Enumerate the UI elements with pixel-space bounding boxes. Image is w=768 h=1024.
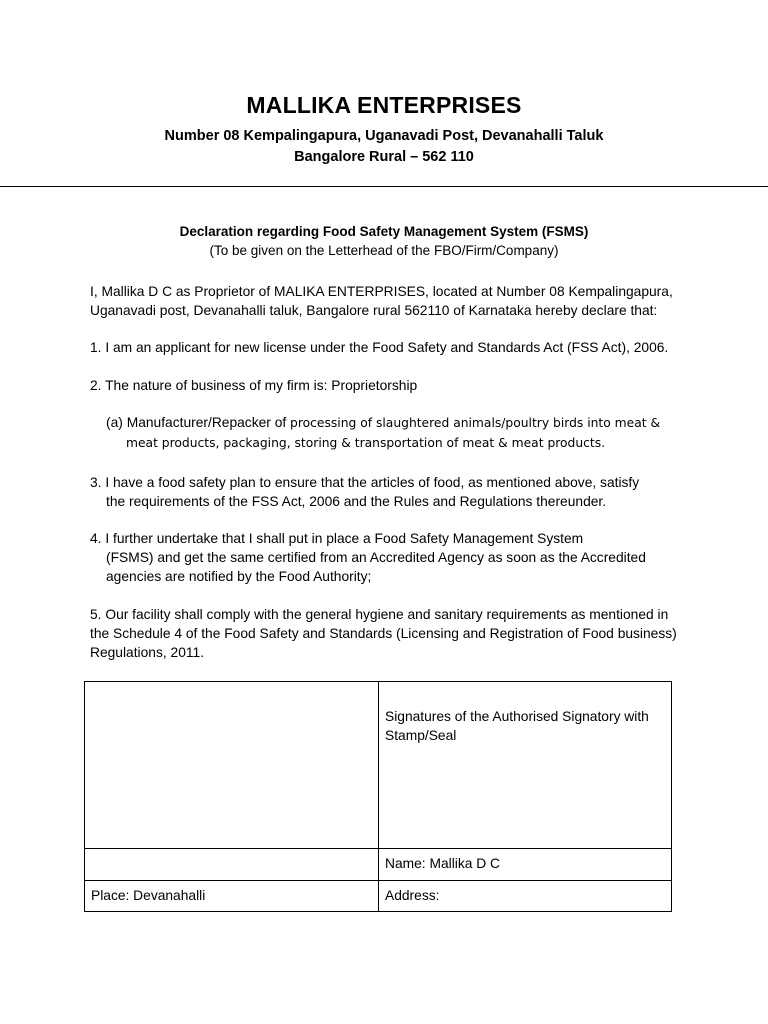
point-1: 1. I am an applicant for new license under the Food Safety and Standards Act (FSS Act), 2006. — [90, 340, 669, 355]
table-row-divider-1 — [85, 848, 671, 849]
table-row-divider-2 — [85, 880, 671, 881]
declaration-subtitle: (To be given on the Letterhead of the FBO/Firm/Company) — [209, 243, 559, 258]
table-column-divider — [378, 682, 379, 911]
signatory-caption-line-1 — [385, 707, 667, 726]
company-address-line-1: Number 08 Kempalingapura, Uganavadi Post, Devanahalli Taluk — [164, 128, 604, 144]
signatory-caption-line-2: Stamp/Seal — [385, 728, 457, 743]
point-2a-line-2: meat products, packaging, storing & transportation of meat & meat products. — [126, 436, 606, 450]
point-5-line-1: 5. Our facility shall comply with the general hygiene and sanitary requirements as mentioned in — [90, 607, 669, 622]
letterhead-divider — [0, 186, 768, 187]
place-field: Place: Devanahalli — [91, 888, 206, 903]
declaration-title: Declaration regarding Food Safety Management System (FSMS) — [179, 224, 589, 239]
company-address-line-2: Bangalore Rural – 562 110 — [294, 149, 474, 165]
point-5-line-2: the Schedule 4 of the Food Safety and Standards (Licensing and Registration of Food business) — [90, 626, 677, 641]
point-4-line-1: 4. I further undertake that I shall put in place a Food Safety Management System — [90, 531, 584, 546]
point-3-line-2: the requirements of the FSS Act, 2006 and the Rules and Regulations thereunder. — [106, 494, 607, 509]
point-3-line-1: 3. I have a food safety plan to ensure that the articles of food, as mentioned above, satisfy — [90, 475, 640, 490]
intro-line-1: I, Mallika D C as Proprietor of MALIKA ENTERPRISES, located at Number 08 Kempalingapura, — [90, 284, 673, 299]
signatory-caption-text: Signatures of the Authorised Signatory with — [385, 709, 649, 724]
point-2a-label: (a) Manufacturer/Repacker of — [106, 415, 287, 430]
signature-table — [84, 681, 672, 912]
point-4-line-2: (FSMS) and get the same certified from an Accredited Agency as soon as the Accredited — [106, 550, 646, 565]
point-2: 2. The nature of business of my firm is: Proprietorship — [90, 378, 418, 393]
address-field: Address: — [385, 888, 440, 903]
point-2a-line-1 — [106, 413, 660, 433]
point-5-line-3: Regulations, 2011. — [90, 645, 205, 660]
intro-line-2: Uganavadi post, Devanahalli taluk, Bangalore rural 562110 of Karnataka hereby declare that: — [90, 303, 658, 318]
signatory-name: Name: Mallika D C — [385, 856, 500, 871]
point-2a-activity: processing of slaughtered animals/poultry birds into meat & — [290, 416, 661, 430]
point-4-line-3: agencies are notified by the Food Authority; — [106, 569, 372, 584]
company-name: MALLIKA ENTERPRISES — [246, 92, 522, 118]
